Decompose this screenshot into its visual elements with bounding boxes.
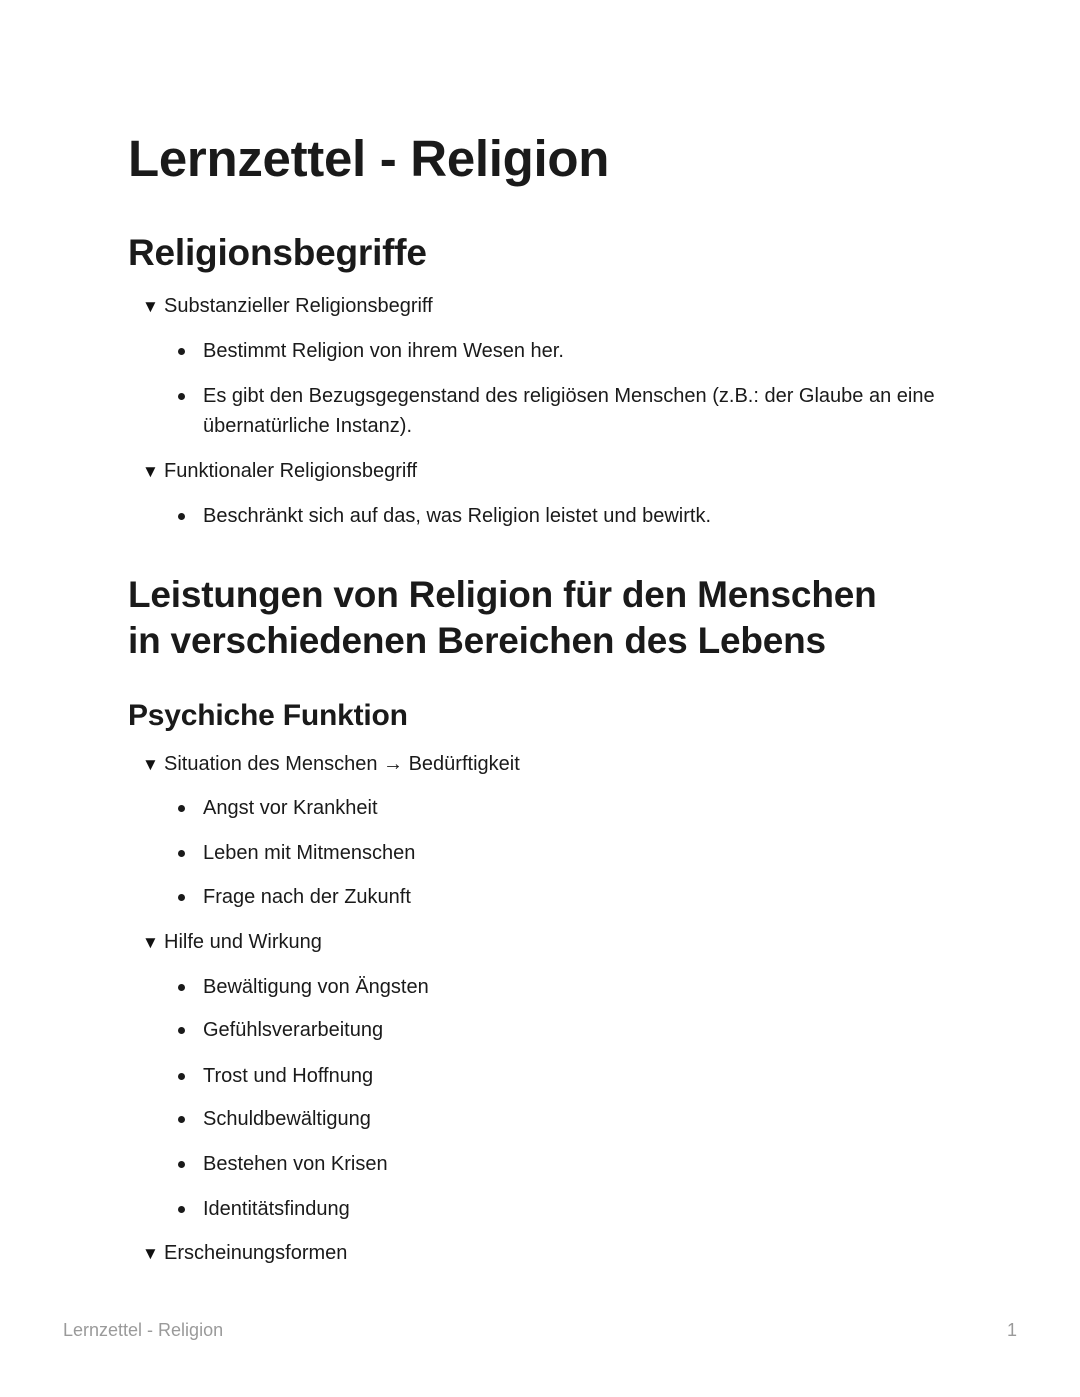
- list-item: [178, 838, 958, 868]
- bullet-dot-icon: [178, 348, 185, 355]
- list-item: [178, 1149, 958, 1179]
- bullet-dot-icon: [178, 513, 185, 520]
- bullet-dot-icon: [178, 1116, 185, 1123]
- list-item: [178, 1015, 958, 1045]
- list-item: [178, 336, 958, 366]
- toggle-funktionaler-religionsbegriff[interactable]: [142, 456, 417, 487]
- list-item-text: Leben mit Mitmenschen: [203, 842, 416, 864]
- list-item: [178, 501, 958, 531]
- toggle-label: Substanzieller Religionsbegriff: [164, 295, 433, 317]
- list-item-text: Identitätsfindung: [203, 1198, 350, 1220]
- bullet-dot-icon: [178, 850, 185, 857]
- list-item: [178, 1061, 958, 1091]
- bullet-dot-icon: [178, 1027, 185, 1034]
- list-item-text: Schuldbewältigung: [203, 1108, 371, 1130]
- bullet-dot-icon: [178, 984, 185, 991]
- list-item: [178, 381, 958, 441]
- list-item: [178, 882, 958, 912]
- bullet-dot-icon: [178, 393, 185, 400]
- section-heading-leistungen-line1: Leistungen von Religion für den Menschen: [128, 574, 877, 615]
- section-heading-leistungen-line2: in verschiedenen Bereichen des Lebens: [128, 620, 826, 661]
- list-item: [178, 793, 958, 823]
- list-item-text: Bestehen von Krisen: [203, 1153, 388, 1175]
- list-item-text: Angst vor Krankheit: [203, 797, 378, 819]
- bullet-dot-icon: [178, 805, 185, 812]
- list-item-text: Gefühlsverarbeitung: [203, 1019, 384, 1041]
- toggle-label: Situation des Menschen → Bedürftigkeit: [164, 753, 520, 775]
- bullet-dot-icon: [178, 1161, 185, 1168]
- toggle-label: Hilfe und Wirkung: [164, 931, 322, 953]
- list-item-text: Bewältigung von Ängsten: [203, 976, 429, 998]
- list-item: [178, 972, 958, 1002]
- toggle-triangle-icon[interactable]: ▼: [142, 1244, 159, 1263]
- footer-page-number: 1: [1006, 1320, 1017, 1340]
- footer-doc-title: Lernzettel - Religion: [63, 1320, 224, 1340]
- toggle-label: Erscheinungsformen: [164, 1242, 348, 1264]
- toggle-triangle-icon[interactable]: ▼: [142, 755, 159, 774]
- list-item: [178, 1104, 958, 1134]
- list-item-text: Frage nach der Zukunft: [203, 886, 411, 908]
- subheading-psychiche-funktion: Psychiche Funktion: [128, 699, 408, 732]
- bullet-dot-icon: [178, 894, 185, 901]
- bullet-dot-icon: [178, 1206, 185, 1213]
- toggle-label: Funktionaler Religionsbegriff: [164, 460, 418, 482]
- list-item: [178, 1194, 958, 1224]
- list-item-text: Bestimmt Religion von ihrem Wesen her.: [203, 340, 564, 362]
- bullet-dot-icon: [178, 1073, 185, 1080]
- list-item-text: Es gibt den Bezugsgegenstand des religiösen Menschen (z.B.: der Glaube an eine übernatürliche Instanz).: [203, 385, 935, 437]
- toggle-hilfe-und-wirkung[interactable]: [142, 927, 322, 958]
- toggle-triangle-icon[interactable]: ▼: [142, 933, 159, 952]
- section-heading-religionsbegriffe: Religionsbegriffe: [128, 232, 427, 273]
- toggle-erscheinungsformen[interactable]: [142, 1238, 347, 1269]
- toggle-triangle-icon[interactable]: ▼: [142, 462, 159, 481]
- toggle-situation-des-menschen[interactable]: [142, 749, 520, 780]
- list-item-text: Beschränkt sich auf das, was Religion leistet und bewirtk.: [203, 505, 712, 527]
- toggle-triangle-icon[interactable]: ▼: [142, 297, 159, 316]
- toggle-substanzieller-religionsbegriff[interactable]: [142, 291, 433, 322]
- page-title: Lernzettel - Religion: [128, 130, 610, 187]
- list-item-text: Trost und Hoffnung: [203, 1065, 374, 1087]
